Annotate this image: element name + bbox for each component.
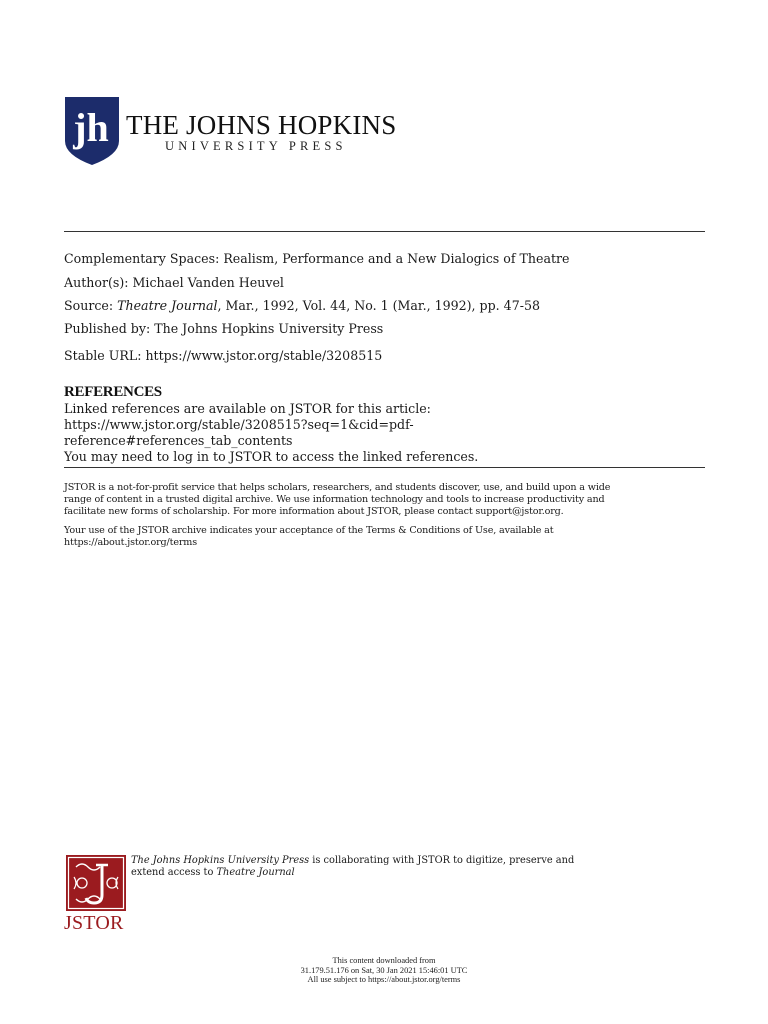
download-footer bbox=[234, 956, 534, 985]
article-publisher: Published by: The Johns Hopkins University Press bbox=[64, 321, 384, 336]
terms-notice bbox=[64, 525, 706, 549]
footer-line: This content downloaded from bbox=[332, 956, 436, 965]
article-source bbox=[64, 298, 540, 314]
collab-publisher: The Johns Hopkins University Press bbox=[131, 855, 310, 866]
publisher-logo bbox=[64, 97, 397, 167]
stable-url[interactable]: Stable URL: https://www.jstor.org/stable/3208515 bbox=[64, 348, 383, 363]
references-line: Linked references are available on JSTOR for this article: bbox=[64, 401, 431, 416]
jstor-wordmark: JSTOR bbox=[64, 912, 124, 934]
notice-line: facilitate new forms of scholarship. For more information about JSTOR, please contact support@jstor.org. bbox=[64, 506, 564, 517]
publisher-subtitle: UNIVERSITY PRESS bbox=[165, 139, 347, 153]
article-author: Author(s): Michael Vanden Heuvel bbox=[64, 275, 284, 290]
top-divider bbox=[64, 231, 705, 232]
jstor-seal-icon bbox=[66, 855, 126, 911]
jhu-press-shield-icon bbox=[64, 97, 120, 165]
terms-line: Your use of the JSTOR archive indicates your acceptance of the Terms & Conditions of Use, available at bbox=[64, 525, 554, 536]
source-prefix: Source: bbox=[64, 298, 118, 313]
collab-journal: Theatre Journal bbox=[216, 867, 295, 878]
references-heading: REFERENCES bbox=[64, 384, 162, 400]
terms-link[interactable]: https://about.jstor.org/terms bbox=[64, 537, 198, 548]
references-line: You may need to log in to JSTOR to access the linked references. bbox=[64, 449, 479, 464]
jstor-notice bbox=[64, 482, 706, 518]
references-text bbox=[64, 401, 704, 465]
references-link-cont[interactable]: reference#references_tab_contents bbox=[64, 433, 293, 448]
notice-line: JSTOR is a not-for-profit service that helps scholars, researchers, and students discover, use, and build upon a wide bbox=[64, 482, 611, 493]
middle-divider bbox=[64, 467, 705, 468]
footer-line: 31.179.51.176 on Sat, 30 Jan 2021 15:46:01 UTC bbox=[300, 965, 468, 975]
references-link[interactable]: https://www.jstor.org/stable/3208515?seq=1&cid=pdf- bbox=[64, 417, 414, 432]
collab-text: is collaborating with JSTOR to digitize, preserve and bbox=[309, 855, 575, 866]
publisher-name: THE JOHNS HOPKINS bbox=[126, 110, 397, 140]
publisher-monogram: jh bbox=[73, 105, 109, 150]
source-details: , Mar., 1992, Vol. 44, No. 1 (Mar., 1992), pp. 47-58 bbox=[217, 298, 540, 313]
footer-line: All use subject to https://about.jstor.org/terms bbox=[307, 975, 461, 985]
article-title: Complementary Spaces: Realism, Performance and a New Dialogics of Theatre bbox=[64, 251, 570, 266]
collab-text-2: extend access to bbox=[131, 867, 217, 878]
notice-line: range of content in a trusted digital archive. We use information technology and tools to increase productivity and bbox=[64, 494, 605, 505]
collaboration-statement bbox=[131, 855, 691, 879]
source-journal: Theatre Journal bbox=[117, 298, 218, 313]
